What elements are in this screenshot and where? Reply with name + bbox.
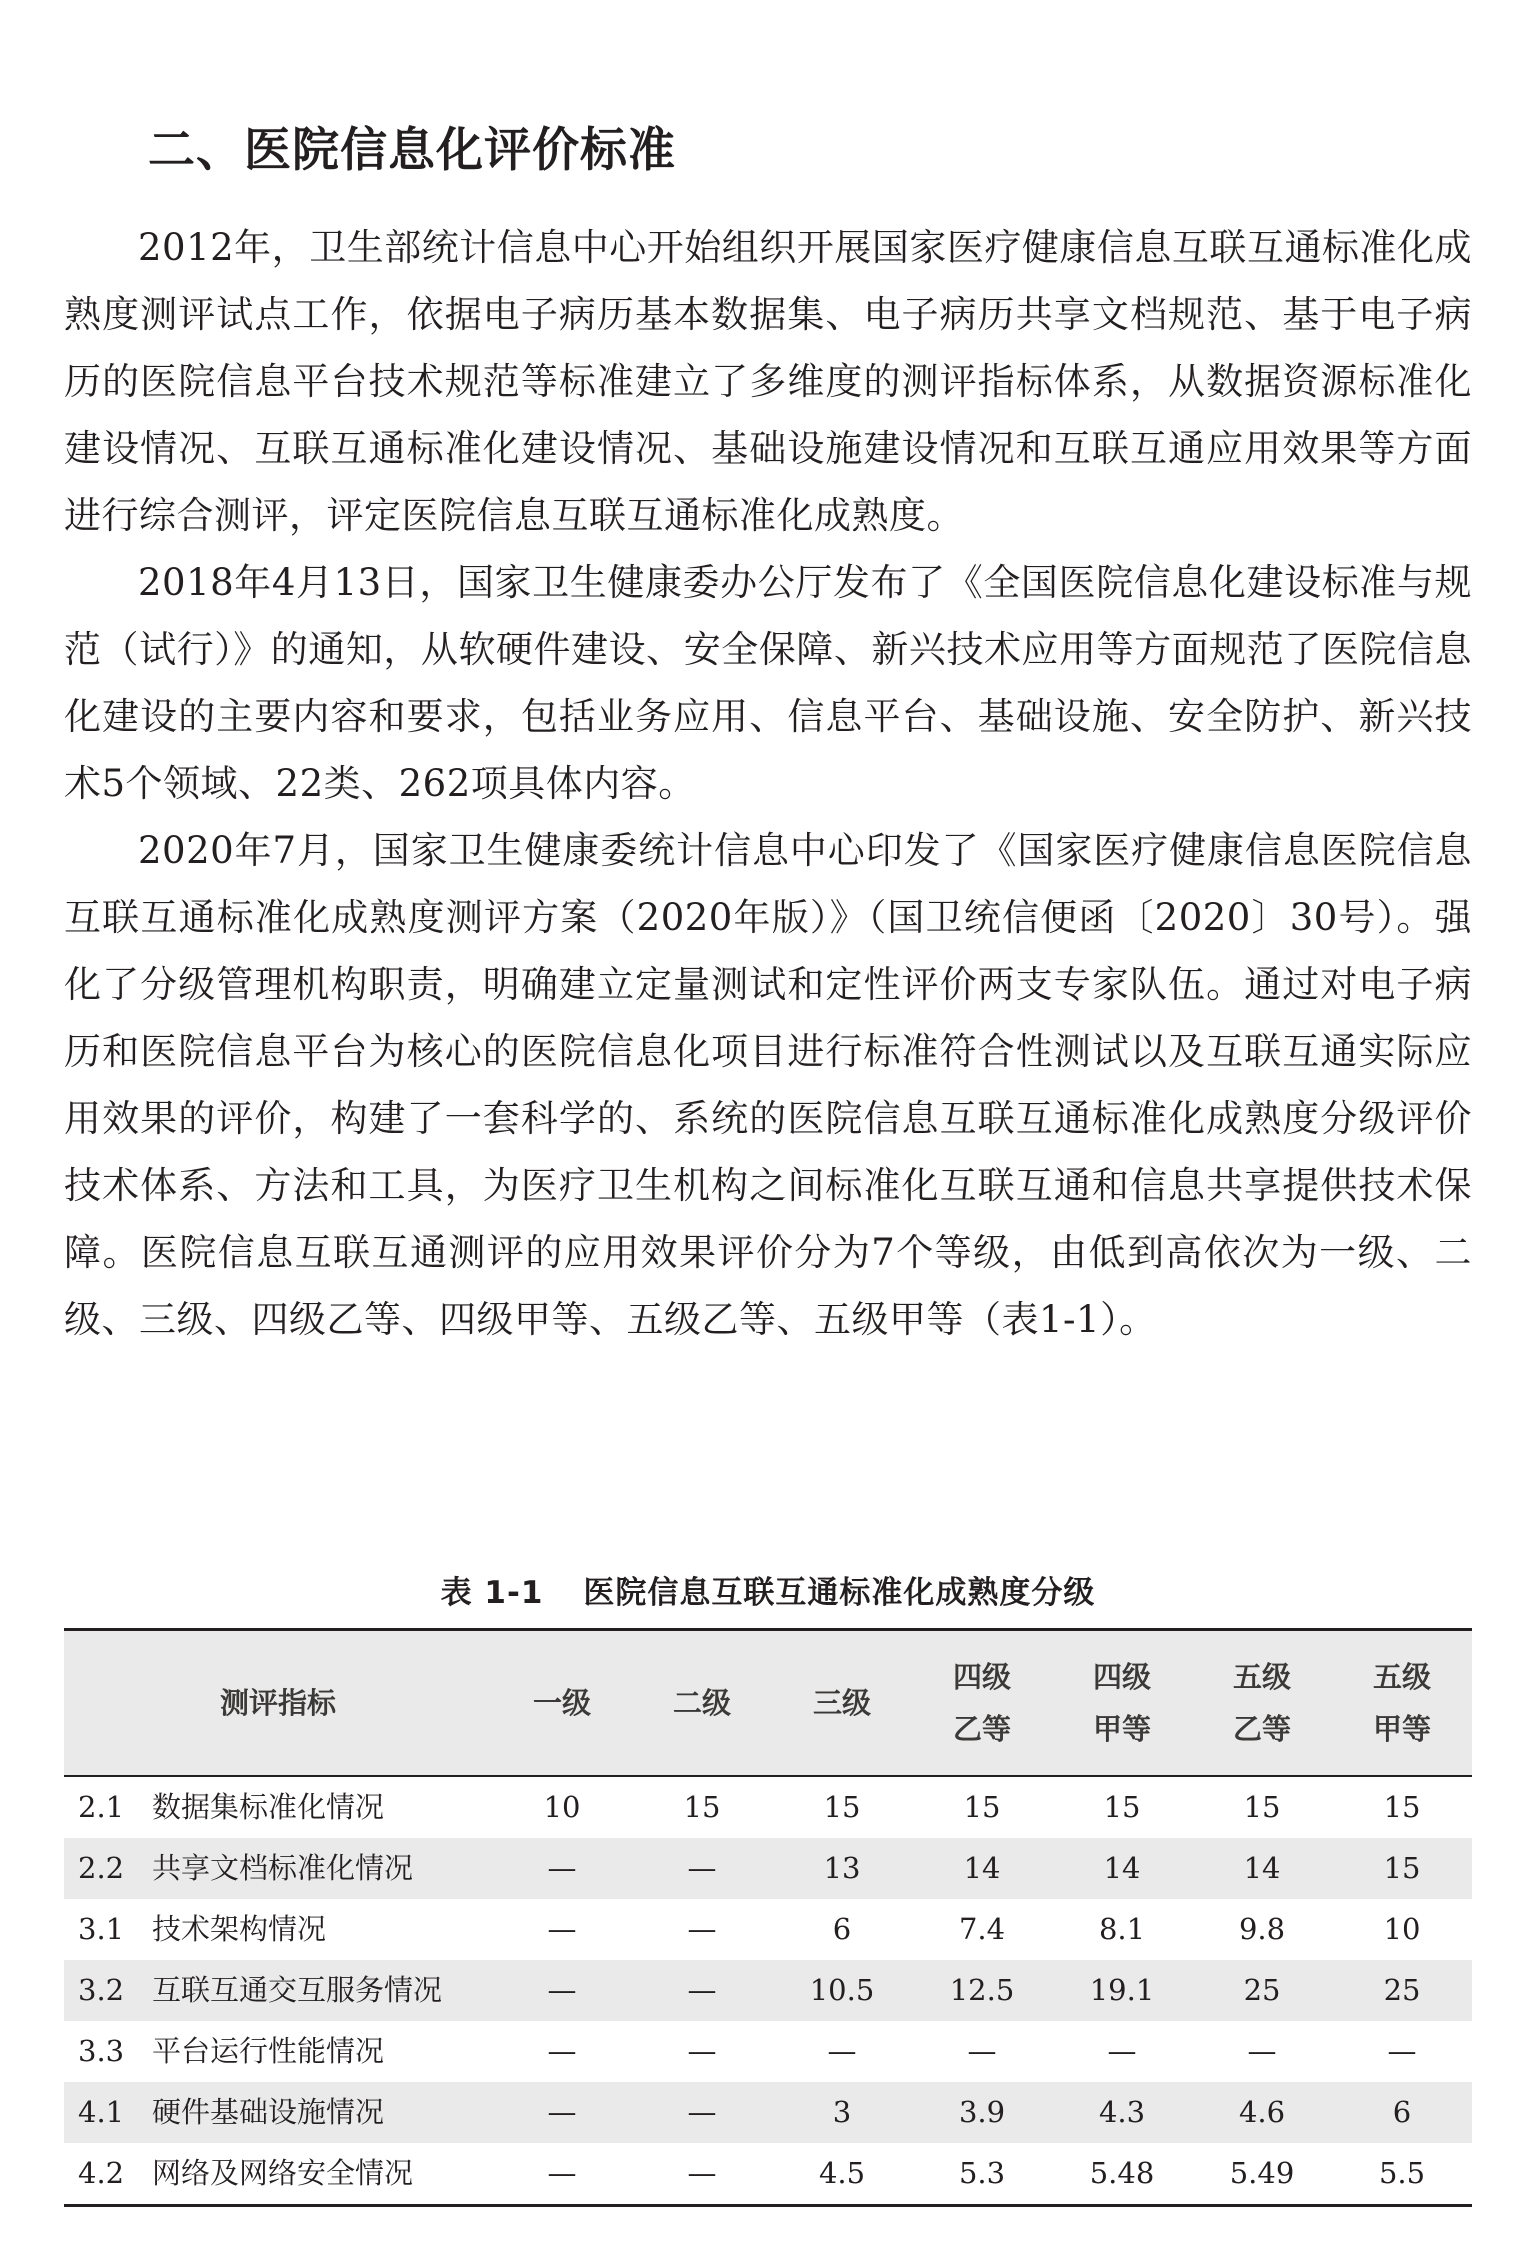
row-number: 3.1 [78, 1911, 125, 1946]
table-row [64, 1960, 1472, 2021]
cell-grade-2: — [687, 1911, 717, 1946]
row-indicator-name: 技术架构情况 [152, 1911, 327, 1946]
cell-grade-5b: — [1247, 2033, 1277, 2068]
cell-grade-4a: — [1107, 2033, 1137, 2068]
row-indicator-name: 网络及网络安全情况 [152, 2155, 414, 2190]
cell-grade-1: — [547, 2094, 577, 2129]
cell-grade-3: 3 [832, 2094, 852, 2129]
table-row [64, 1776, 1472, 1838]
cell-grade-5a: 10 [1383, 1911, 1421, 1946]
row-number: 2.1 [78, 1789, 125, 1824]
cell-grade-4b: 14 [963, 1850, 1001, 1885]
cell-grade-5a: 15 [1383, 1850, 1421, 1885]
cell-grade-4b: 5.3 [958, 2155, 1006, 2190]
cell-grade-3: 10.5 [809, 1972, 875, 2007]
table-row [64, 2143, 1472, 2206]
cell-grade-3: 15 [823, 1789, 861, 1824]
cell-grade-5a: 25 [1383, 1972, 1421, 2007]
body-text [64, 214, 1472, 1353]
cell-grade-1: 10 [543, 1789, 581, 1824]
paragraph-2020: 2020年7月，国家卫生健康委统计信息中心印发了《国家医疗健康信息医院信息互联互通标准化成熟度测评方案（2020年版）》（国卫统信便函〔2020〕30号）。强化了分级管理机构职责，明确建立定量测试和定性评价两支专家队伍。通过对电子病历和医院信息平台为核心的医院信息化项目进行标准符合性测试以及互联互通实际应用效果的评价，构建了一套科学的、系统的医院信息互联互通标准化成熟度分级评价技术体系、方法和工具，为医疗卫生机构之间标准化互联互通和信息共享提供技术保障。医院信息互联互通测评的应用效果评价分为7个等级，由低到高依次为一级、二级、三级、四级乙等、四级甲等、五级乙等、五级甲等（表1-1）。 [64, 829, 1472, 1341]
cell-grade-3: 6 [832, 1911, 852, 1946]
cell-grade-1: — [547, 1911, 577, 1946]
cell-grade-5b: 9.8 [1238, 1911, 1286, 1946]
row-indicator-name: 互联互通交互服务情况 [152, 1972, 443, 2007]
cell-grade-5b: 14 [1243, 1850, 1281, 1885]
table-row [64, 2082, 1472, 2143]
table-caption-title: 医院信息互联互通标准化成熟度分级 [583, 1575, 1096, 1611]
cell-grade-1: — [547, 2033, 577, 2068]
table-caption [64, 1570, 1472, 1616]
cell-grade-5a: 6 [1392, 2094, 1412, 2129]
cell-grade-1: — [547, 2155, 577, 2190]
cell-grade-2: 15 [683, 1789, 721, 1824]
cell-grade-3: 4.5 [818, 2155, 866, 2190]
row-indicator-name: 共享文档标准化情况 [152, 1850, 414, 1885]
cell-grade-4a: 19.1 [1089, 1972, 1155, 2007]
cell-grade-2: — [687, 2033, 717, 2068]
cell-grade-3: 13 [823, 1850, 861, 1885]
cell-grade-5b: 15 [1243, 1789, 1281, 1824]
cell-grade-4a: 8.1 [1098, 1911, 1146, 1946]
cell-grade-2: — [687, 1850, 717, 1885]
paragraph-2012: 2012年，卫生部统计信息中心开始组织开展国家医疗健康信息互联互通标准化成熟度测评试点工作，依据电子病历基本数据集、电子病历共享文档规范、基于电子病历的医院信息平台技术规范等标准建立了多维度的测评指标体系，从数据资源标准化建设情况、互联互通标准化建设情况、基础设施建设情况和互联互通应用效果等方面进行综合测评，评定医院信息互联互通标准化成熟度。 [64, 226, 1472, 537]
cell-grade-4b: 12.5 [949, 1972, 1015, 2007]
cell-grade-4b: 3.9 [958, 2094, 1006, 2129]
cell-grade-3: — [827, 2033, 857, 2068]
cell-grade-4b: — [967, 2033, 997, 2068]
header-grade-4a: 四级 甲等 [1052, 1630, 1192, 1776]
maturity-grade-table [64, 1628, 1472, 2207]
table-row [64, 1838, 1472, 1899]
cell-grade-5a: — [1387, 2033, 1417, 2068]
cell-grade-2: — [687, 1972, 717, 2007]
cell-grade-2: — [687, 2094, 717, 2129]
header-grade-2: 二级 [632, 1630, 772, 1776]
cell-grade-5b: 4.6 [1238, 2094, 1286, 2129]
row-number: 3.2 [78, 1972, 125, 2007]
cell-grade-2: — [687, 2155, 717, 2190]
cell-grade-4a: 14 [1103, 1850, 1141, 1885]
row-indicator-name: 平台运行性能情况 [152, 2033, 385, 2068]
row-number: 2.2 [78, 1850, 125, 1885]
header-grade-5b: 五级 乙等 [1192, 1630, 1332, 1776]
cell-grade-5a: 5.5 [1378, 2155, 1426, 2190]
header-grade-3: 三级 [772, 1630, 912, 1776]
header-grade-4b: 四级 乙等 [912, 1630, 1052, 1776]
cell-grade-4b: 15 [963, 1789, 1001, 1824]
header-indicator: 测评指标 [64, 1630, 492, 1776]
row-number: 4.1 [78, 2094, 125, 2129]
row-indicator-name: 数据集标准化情况 [152, 1789, 385, 1824]
cell-grade-5a: 15 [1383, 1789, 1421, 1824]
row-indicator-name: 硬件基础设施情况 [152, 2094, 385, 2129]
cell-grade-1: — [547, 1850, 577, 1885]
row-number: 4.2 [78, 2155, 125, 2190]
paragraph-2018: 2018年4月13日，国家卫生健康委办公厅发布了《全国医院信息化建设标准与规范（试行）》的通知，从软硬件建设、安全保障、新兴技术应用等方面规范了医院信息化建设的主要内容和要求，包括业务应用、信息平台、基础设施、安全防护、新兴技术5个领域、22类、262项具体内容。 [64, 561, 1472, 805]
table-header-row [64, 1630, 1472, 1776]
table-caption-number: 表 1-1 [440, 1575, 544, 1611]
section-title: 二、医院信息化评价标准 [148, 123, 676, 178]
cell-grade-5b: 25 [1243, 1972, 1281, 2007]
table-row [64, 1899, 1472, 1960]
cell-grade-4a: 4.3 [1098, 2094, 1146, 2129]
cell-grade-4a: 15 [1103, 1789, 1141, 1824]
cell-grade-4a: 5.48 [1089, 2155, 1155, 2190]
row-number: 3.3 [78, 2033, 125, 2068]
header-grade-5a: 五级 甲等 [1332, 1630, 1472, 1776]
cell-grade-5b: 5.49 [1229, 2155, 1295, 2190]
cell-grade-1: — [547, 1972, 577, 2007]
table-row [64, 2021, 1472, 2082]
cell-grade-4b: 7.4 [958, 1911, 1006, 1946]
header-grade-1: 一级 [492, 1630, 632, 1776]
